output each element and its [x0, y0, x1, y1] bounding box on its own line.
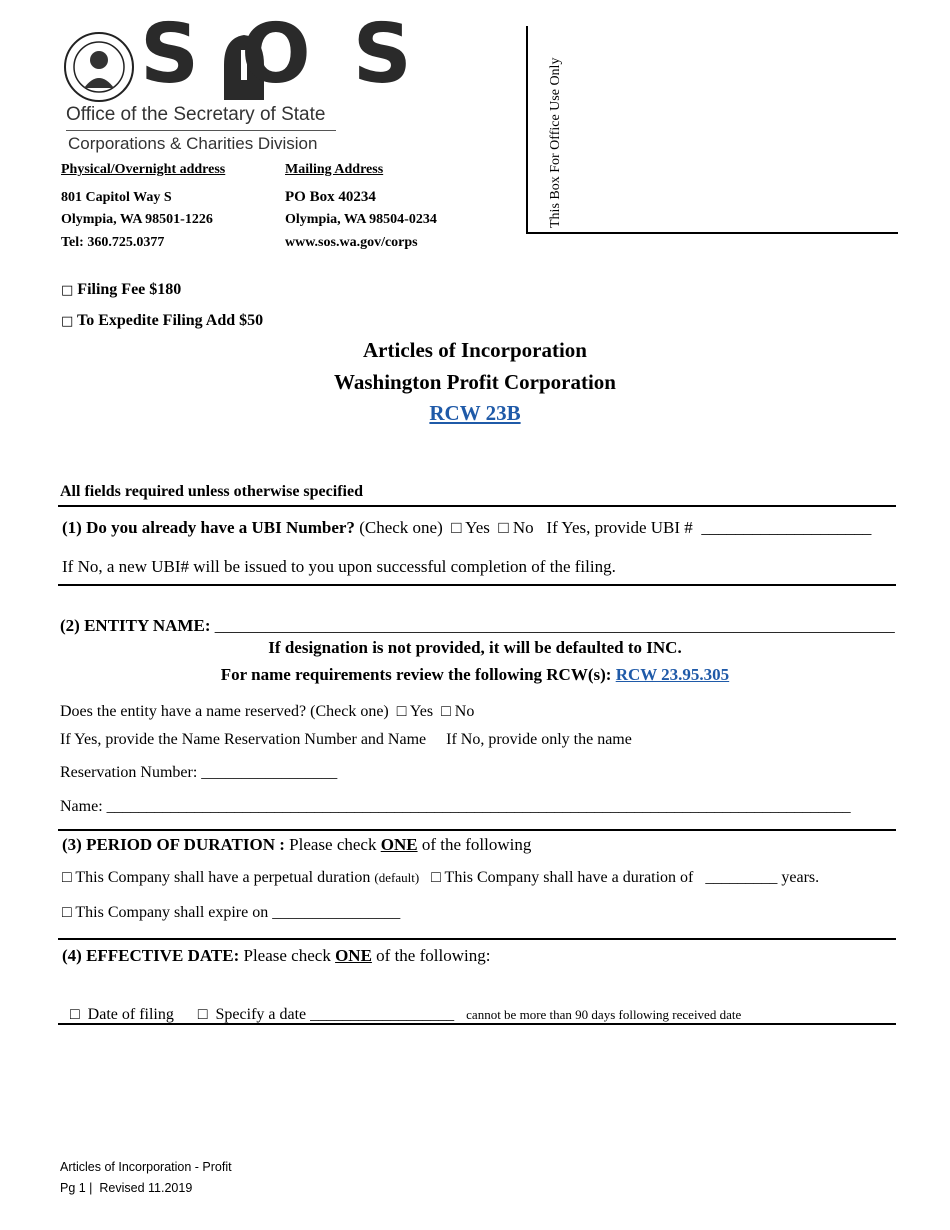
- reservation-number-label: Reservation Number:: [60, 764, 198, 781]
- reserved-name-label: Name:: [60, 798, 103, 815]
- name-reserved-yes[interactable]: □ Yes: [396, 703, 434, 720]
- entity-name-field[interactable]: ________________________________________________________________________________: [214, 616, 895, 635]
- date-of-filing-option[interactable]: □ Date of filing: [70, 1006, 174, 1023]
- effective-date-options-row: [62, 988, 741, 1024]
- footer-form-name: Articles of Incorporation - Profit: [60, 1160, 232, 1174]
- mailing-address-heading: Mailing Address: [285, 162, 384, 177]
- reservation-number-row: [60, 764, 337, 782]
- duration-heading-row: [62, 835, 531, 855]
- ubi-no-option[interactable]: □ No: [498, 518, 534, 537]
- physical-address-heading: Physical/Overnight address: [61, 162, 226, 177]
- mailing-address-line2: Olympia, WA 98504-0234: [285, 212, 437, 227]
- divider: [58, 1023, 896, 1025]
- expire-row: [62, 904, 400, 922]
- effective-date-heading-row: [62, 946, 490, 966]
- divider: [58, 505, 896, 507]
- expire-date-field[interactable]: ________________: [272, 904, 401, 921]
- perpetual-duration-option[interactable]: □ This Company shall have a perpetual duration: [62, 869, 371, 886]
- physical-address-line2: Olympia, WA 98501-1226: [61, 212, 213, 227]
- reservation-number-field[interactable]: _________________: [201, 764, 338, 781]
- specify-date-field[interactable]: __________________: [310, 1006, 455, 1023]
- reserved-name-row: [60, 798, 851, 816]
- name-requirements-row: [0, 665, 950, 685]
- perpetual-default-tag: (default): [374, 870, 420, 885]
- mailing-address-line1: PO Box 40234: [285, 189, 376, 205]
- mailing-address-website: www.sos.wa.gov/corps: [285, 235, 418, 250]
- name-requirements-note: For name requirements review the following RCW(s):: [220, 665, 612, 684]
- specify-date-note: cannot be more than 90 days following received date: [466, 1007, 742, 1022]
- ubi-check-one: (Check one): [359, 518, 443, 537]
- duration-years-field[interactable]: _________: [705, 869, 778, 886]
- expedite-option[interactable]: [61, 312, 263, 330]
- entity-name-row: [60, 616, 895, 636]
- logo-wordmark: SOS: [140, 7, 454, 102]
- name-reserved-no[interactable]: □ No: [441, 703, 475, 720]
- duration-label: (3) PERIOD OF DURATION :: [62, 835, 285, 854]
- rcw-link-row: [0, 401, 950, 426]
- office-name: Office of the Secretary of State: [66, 104, 326, 125]
- footer-page-revision: Pg 1 | Revised 11.2019: [60, 1181, 193, 1195]
- specify-date-option[interactable]: □ Specify a date: [197, 1006, 307, 1023]
- effective-instruction-pre: Please check: [243, 946, 331, 965]
- name-reserved-question: Does the entity have a name reserved? (Check one): [60, 703, 389, 720]
- rcw-23b-link[interactable]: RCW 23B: [429, 401, 521, 425]
- ubi-if-yes-label: If Yes, provide UBI #: [546, 518, 693, 537]
- duration-instruction-post: of the following: [421, 835, 532, 854]
- effective-instruction-post: of the following:: [376, 946, 491, 965]
- effective-instruction-one: ONE: [335, 946, 372, 965]
- physical-address-phone: Tel: 360.725.0377: [61, 235, 165, 250]
- logo-divider: [66, 130, 336, 131]
- filing-fee-option[interactable]: [61, 281, 181, 299]
- division-name: Corporations & Charities Division: [68, 134, 318, 153]
- expire-option[interactable]: □ This Company shall expire on: [62, 904, 269, 921]
- ubi-yes-option[interactable]: □ Yes: [451, 518, 490, 537]
- expedite-label: To Expedite Filing Add $50: [77, 312, 264, 329]
- office-use-label: This Box For Office Use Only: [548, 57, 563, 228]
- ubi-question-row: [62, 518, 871, 538]
- office-use-box: [526, 26, 898, 234]
- ubi-number-field[interactable]: ____________________: [701, 518, 872, 537]
- filing-fee-label: Filing Fee $180: [77, 281, 182, 298]
- form-subtitle: Washington Profit Corporation: [334, 370, 616, 394]
- duration-years-label: years.: [781, 869, 820, 886]
- entity-name-label: (2) ENTITY NAME:: [60, 616, 211, 635]
- reserved-name-field[interactable]: _____________________________________________________________________________________________: [106, 798, 851, 815]
- ubi-if-no-text: If No, a new UBI# will be issued to you upon successful completion of the filing.: [62, 557, 616, 576]
- filing-fee-checkbox[interactable]: □: [61, 283, 74, 298]
- divider: [58, 938, 896, 940]
- duration-options-row: [62, 869, 819, 887]
- divider: [58, 829, 896, 831]
- rcw-23-95-305-link[interactable]: RCW 23.95.305: [615, 665, 730, 684]
- physical-address-line1: 801 Capitol Way S: [61, 190, 172, 205]
- duration-instruction-pre: Please check: [289, 835, 377, 854]
- designation-note: If designation is not provided, it will be defaulted to INC.: [268, 638, 682, 657]
- required-fields-notice: All fields required unless otherwise specified: [60, 483, 363, 500]
- fixed-duration-option[interactable]: □ This Company shall have a duration of: [431, 869, 694, 886]
- expedite-checkbox[interactable]: □: [61, 314, 74, 329]
- duration-instruction-one: ONE: [380, 835, 418, 854]
- ubi-question: (1) Do you already have a UBI Number?: [62, 518, 355, 537]
- effective-date-label: (4) EFFECTIVE DATE:: [62, 946, 240, 965]
- divider: [58, 584, 896, 586]
- name-reserved-row: [60, 703, 474, 721]
- form-title: Articles of Incorporation: [363, 338, 587, 362]
- reservation-instructions: If Yes, provide the Name Reservation Number and Name If No, provide only the name: [60, 731, 632, 748]
